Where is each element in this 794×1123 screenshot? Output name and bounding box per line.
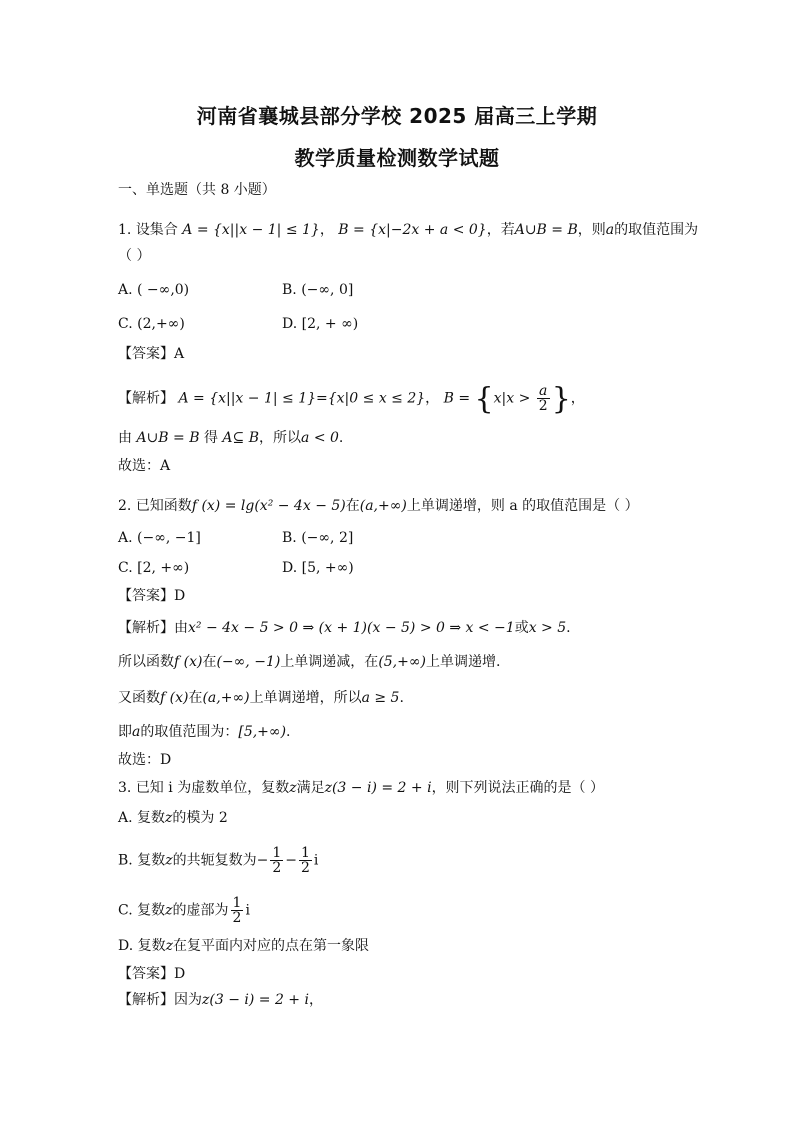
q2-l3-c: 上单调递增，所以: [249, 690, 362, 706]
q2-l3-d: .: [399, 690, 404, 706]
fraction-denominator: 2: [232, 910, 242, 926]
q3-answer-value: D: [174, 966, 186, 982]
q1-stem: [118, 220, 698, 240]
q3-option-b: [118, 846, 318, 875]
q3-option-b-minus: −: [256, 852, 269, 869]
fraction: [537, 384, 550, 413]
q1-paren: （ ）: [118, 248, 151, 264]
q3-option-a-text2: 的模为: [172, 810, 215, 826]
q2-conclusion: 故选：D: [118, 752, 172, 768]
q1-option-a-value: ( −∞,0): [137, 282, 190, 298]
q1-option-b-label: B.: [282, 282, 297, 298]
q3-analysis: [118, 990, 323, 1010]
page-title-line1: 河南省襄城县部分学校 2025 届高三上学期: [196, 104, 598, 128]
q2-l2-f: f (x): [174, 654, 203, 670]
q3-option-d-z: z: [165, 938, 174, 954]
q2-analysis-math2: x > 5: [528, 620, 567, 636]
q3-number: 3.: [118, 780, 132, 796]
q3-answer: [118, 964, 185, 984]
q2-l4-i: [5,+∞): [238, 724, 287, 740]
q2-option-a-value: (−∞, −1]: [137, 530, 201, 546]
q1-l2-prefix: 由: [118, 430, 132, 446]
section-heading: 一、单选题（共 8 小题）: [118, 182, 276, 198]
q3-option-d-label: D.: [118, 938, 134, 954]
q1-analysis-set-a: A = {x||x − 1| ≤ 1}={x|0 ≤ x ≤ 2}: [178, 390, 426, 407]
q2-tail: 上单调递增，则 a 的取值范围是（ ）: [406, 498, 639, 514]
q2-analysis: [118, 618, 571, 638]
q1-analysis-end: ，: [570, 390, 585, 407]
q2-analysis-line4: [118, 722, 291, 742]
q3-option-d-text2: 在复平面内对应的点在第一象限: [173, 938, 370, 954]
q2-option-c-label: C.: [118, 560, 133, 576]
q3-option-b-i: i: [313, 852, 319, 869]
q3-option-a-z: z: [165, 810, 173, 826]
q1-option-b: [282, 280, 353, 300]
q2-option-d: [282, 558, 354, 578]
q1-number: 1.: [118, 222, 132, 238]
q1-conclusion: 故选：A: [118, 458, 171, 474]
q2-analysis-label: 【解析】: [118, 620, 174, 636]
q2-l2-i1: (−∞, −1): [216, 654, 281, 670]
q2-l4-c: .: [286, 724, 291, 740]
q3-answer-label: 【答案】: [118, 966, 174, 982]
q3-option-c-text1: 复数: [137, 902, 166, 919]
q2-l3-m: a ≥ 5: [361, 690, 400, 706]
q2-l3-i: (a,+∞): [202, 690, 250, 706]
q3-option-d-text1: 复数: [137, 938, 166, 954]
q3-option-a-value: 2: [218, 810, 228, 826]
q2-interval: (a,+∞): [359, 498, 407, 514]
q1-option-d-label: D.: [282, 316, 298, 332]
q3-option-b-label: B.: [118, 852, 133, 869]
q1-answer: [118, 344, 184, 364]
q2-option-a-label: A.: [118, 530, 133, 546]
q3-tail: ，则下列说法正确的是（ ）: [431, 780, 605, 796]
left-brace-icon: {: [474, 381, 494, 417]
q2-l4-a: 即: [118, 724, 132, 740]
q2-option-d-label: D.: [282, 560, 298, 576]
q1-analysis-set-b-prefix: B =: [443, 390, 475, 407]
q2-option-d-value: [5, +∞): [301, 560, 354, 576]
q1-set-a: A = {x||x − 1| ≤ 1}: [182, 222, 320, 238]
q3-eq: z(3 − i) = 2 + i: [324, 780, 432, 796]
q2-stem: [118, 496, 639, 516]
q2-option-c: [118, 558, 189, 578]
q2-l2-d: 上单调递增.: [426, 654, 501, 670]
q3-lead: 已知 i 为虚数单位，复数: [135, 780, 290, 796]
q3-analysis-label: 【解析】: [118, 992, 174, 1008]
q1-analysis: [118, 381, 585, 417]
q1-lead: 设集合: [135, 222, 178, 238]
q2-analysis-or: 或: [514, 620, 529, 636]
fraction: [231, 896, 244, 925]
q3-analysis-end: ，: [308, 992, 323, 1008]
q3-option-b-text1: 复数: [137, 852, 166, 869]
q3-option-b-mid: −: [285, 852, 297, 869]
q1-analysis-sep: ，: [425, 390, 440, 407]
q1-analysis-set-b-left: x|x >: [493, 390, 535, 407]
q1-option-d: [282, 314, 358, 334]
q2-analysis-end: .: [566, 620, 571, 636]
q3-option-c-i: i: [245, 902, 250, 919]
q2-mid: 在: [345, 498, 360, 514]
q3-analysis-eq: z(3 − i) = 2 + i: [202, 992, 309, 1008]
q1-option-c-label: C.: [118, 316, 133, 332]
q1-cond-prefix: ，若: [486, 222, 515, 238]
q1-l2-mid: 得: [203, 430, 218, 446]
q3-analysis-lead: 因为: [174, 992, 202, 1008]
q1-l2-math3: a < 0: [301, 430, 339, 446]
fraction-denominator: 2: [538, 398, 548, 414]
q2-l3-f: f (x): [160, 690, 189, 706]
q2-option-b-value: (−∞, 2]: [301, 530, 354, 546]
q2-option-a: [118, 528, 201, 548]
q2-answer-label: 【答案】: [118, 588, 174, 604]
q2-func: f (x) = lg(x² − 4x − 5): [191, 498, 346, 514]
q1-l2-end: .: [338, 430, 344, 446]
q3-option-a-text1: 复数: [137, 810, 166, 826]
q2-analysis-lead: 由: [174, 620, 188, 636]
q3-option-c: [118, 896, 250, 925]
q1-tail1: ，则: [577, 222, 606, 238]
q3-option-c-label: C.: [118, 902, 133, 919]
right-brace-icon: }: [551, 381, 571, 417]
fraction-numerator: 1: [232, 895, 242, 911]
q1-answer-label: 【答案】: [118, 346, 174, 362]
fraction: [299, 846, 312, 875]
fraction: [270, 846, 283, 875]
q1-l2-math1: A∪B = B: [136, 430, 200, 446]
q1-option-c: [118, 314, 185, 334]
q2-l3-b: 在: [188, 690, 203, 706]
q1-set-b: B = {x|−2x + a < 0}: [338, 222, 487, 238]
q1-option-c-value: (2,+∞): [137, 316, 185, 332]
q2-l2-a: 所以函数: [118, 654, 174, 670]
q2-number: 2.: [118, 498, 132, 514]
q2-answer-value: D: [174, 588, 186, 604]
fraction-numerator: 1: [300, 845, 310, 861]
q1-option-a-label: A.: [118, 282, 133, 298]
q1-analysis-line2: [118, 428, 343, 448]
q2-l4-var: a: [132, 724, 141, 740]
q2-l2-i2: (5,+∞): [378, 654, 426, 670]
q2-l3-a: 又函数: [118, 690, 160, 706]
q1-option-d-value: [2, + ∞): [301, 316, 359, 332]
q1-option-a: [118, 280, 189, 300]
q2-option-c-value: [2, +∞): [137, 560, 190, 576]
q3-mid: 满足: [296, 780, 325, 796]
q2-analysis-line3: [118, 688, 404, 708]
q1-analysis-label: 【解析】: [118, 390, 174, 407]
q1-var: a: [605, 222, 615, 238]
q3-stem: [118, 778, 604, 798]
q2-answer: [118, 586, 185, 606]
fraction-numerator: 1: [272, 845, 282, 861]
q1-l2-math2: A⊆ B: [222, 430, 260, 446]
q2-option-b-label: B.: [282, 530, 297, 546]
q3-option-b-z: z: [165, 852, 173, 869]
q1-comma: ，: [319, 222, 334, 238]
page-title-line2: 教学质量检测数学试题: [294, 146, 500, 170]
q1-tail2: 的取值范围为: [614, 222, 699, 238]
q3-option-d: [118, 936, 369, 956]
q2-option-b: [282, 528, 353, 548]
q2-analysis-line2: [118, 652, 500, 672]
q1-l2-mid2: ，所以: [259, 430, 302, 446]
q3-option-a: [118, 808, 228, 828]
q3-option-c-text2: 的虚部为: [172, 902, 229, 919]
q2-l2-b: 在: [202, 654, 217, 670]
q1-condition: A∪B = B: [514, 222, 578, 238]
fraction-numerator: a: [537, 384, 550, 399]
fraction-denominator: 2: [272, 860, 282, 876]
q3-z: z: [289, 780, 297, 796]
q2-analysis-math: x² − 4x − 5 > 0 ⇒ (x + 1)(x − 5) > 0 ⇒ x < −1: [188, 620, 515, 636]
q2-l2-c: 上单调递减，在: [280, 654, 379, 670]
q3-option-c-z: z: [165, 902, 173, 919]
q3-option-b-text2: 的共轭复数为: [172, 852, 257, 869]
q1-answer-value: A: [174, 346, 185, 362]
q3-option-a-label: A.: [118, 810, 133, 826]
q1-option-b-value: (−∞, 0]: [301, 282, 354, 298]
q2-lead: 已知函数: [135, 498, 192, 514]
fraction-denominator: 2: [300, 860, 310, 876]
q2-l4-b: 的取值范围为：: [140, 724, 239, 740]
